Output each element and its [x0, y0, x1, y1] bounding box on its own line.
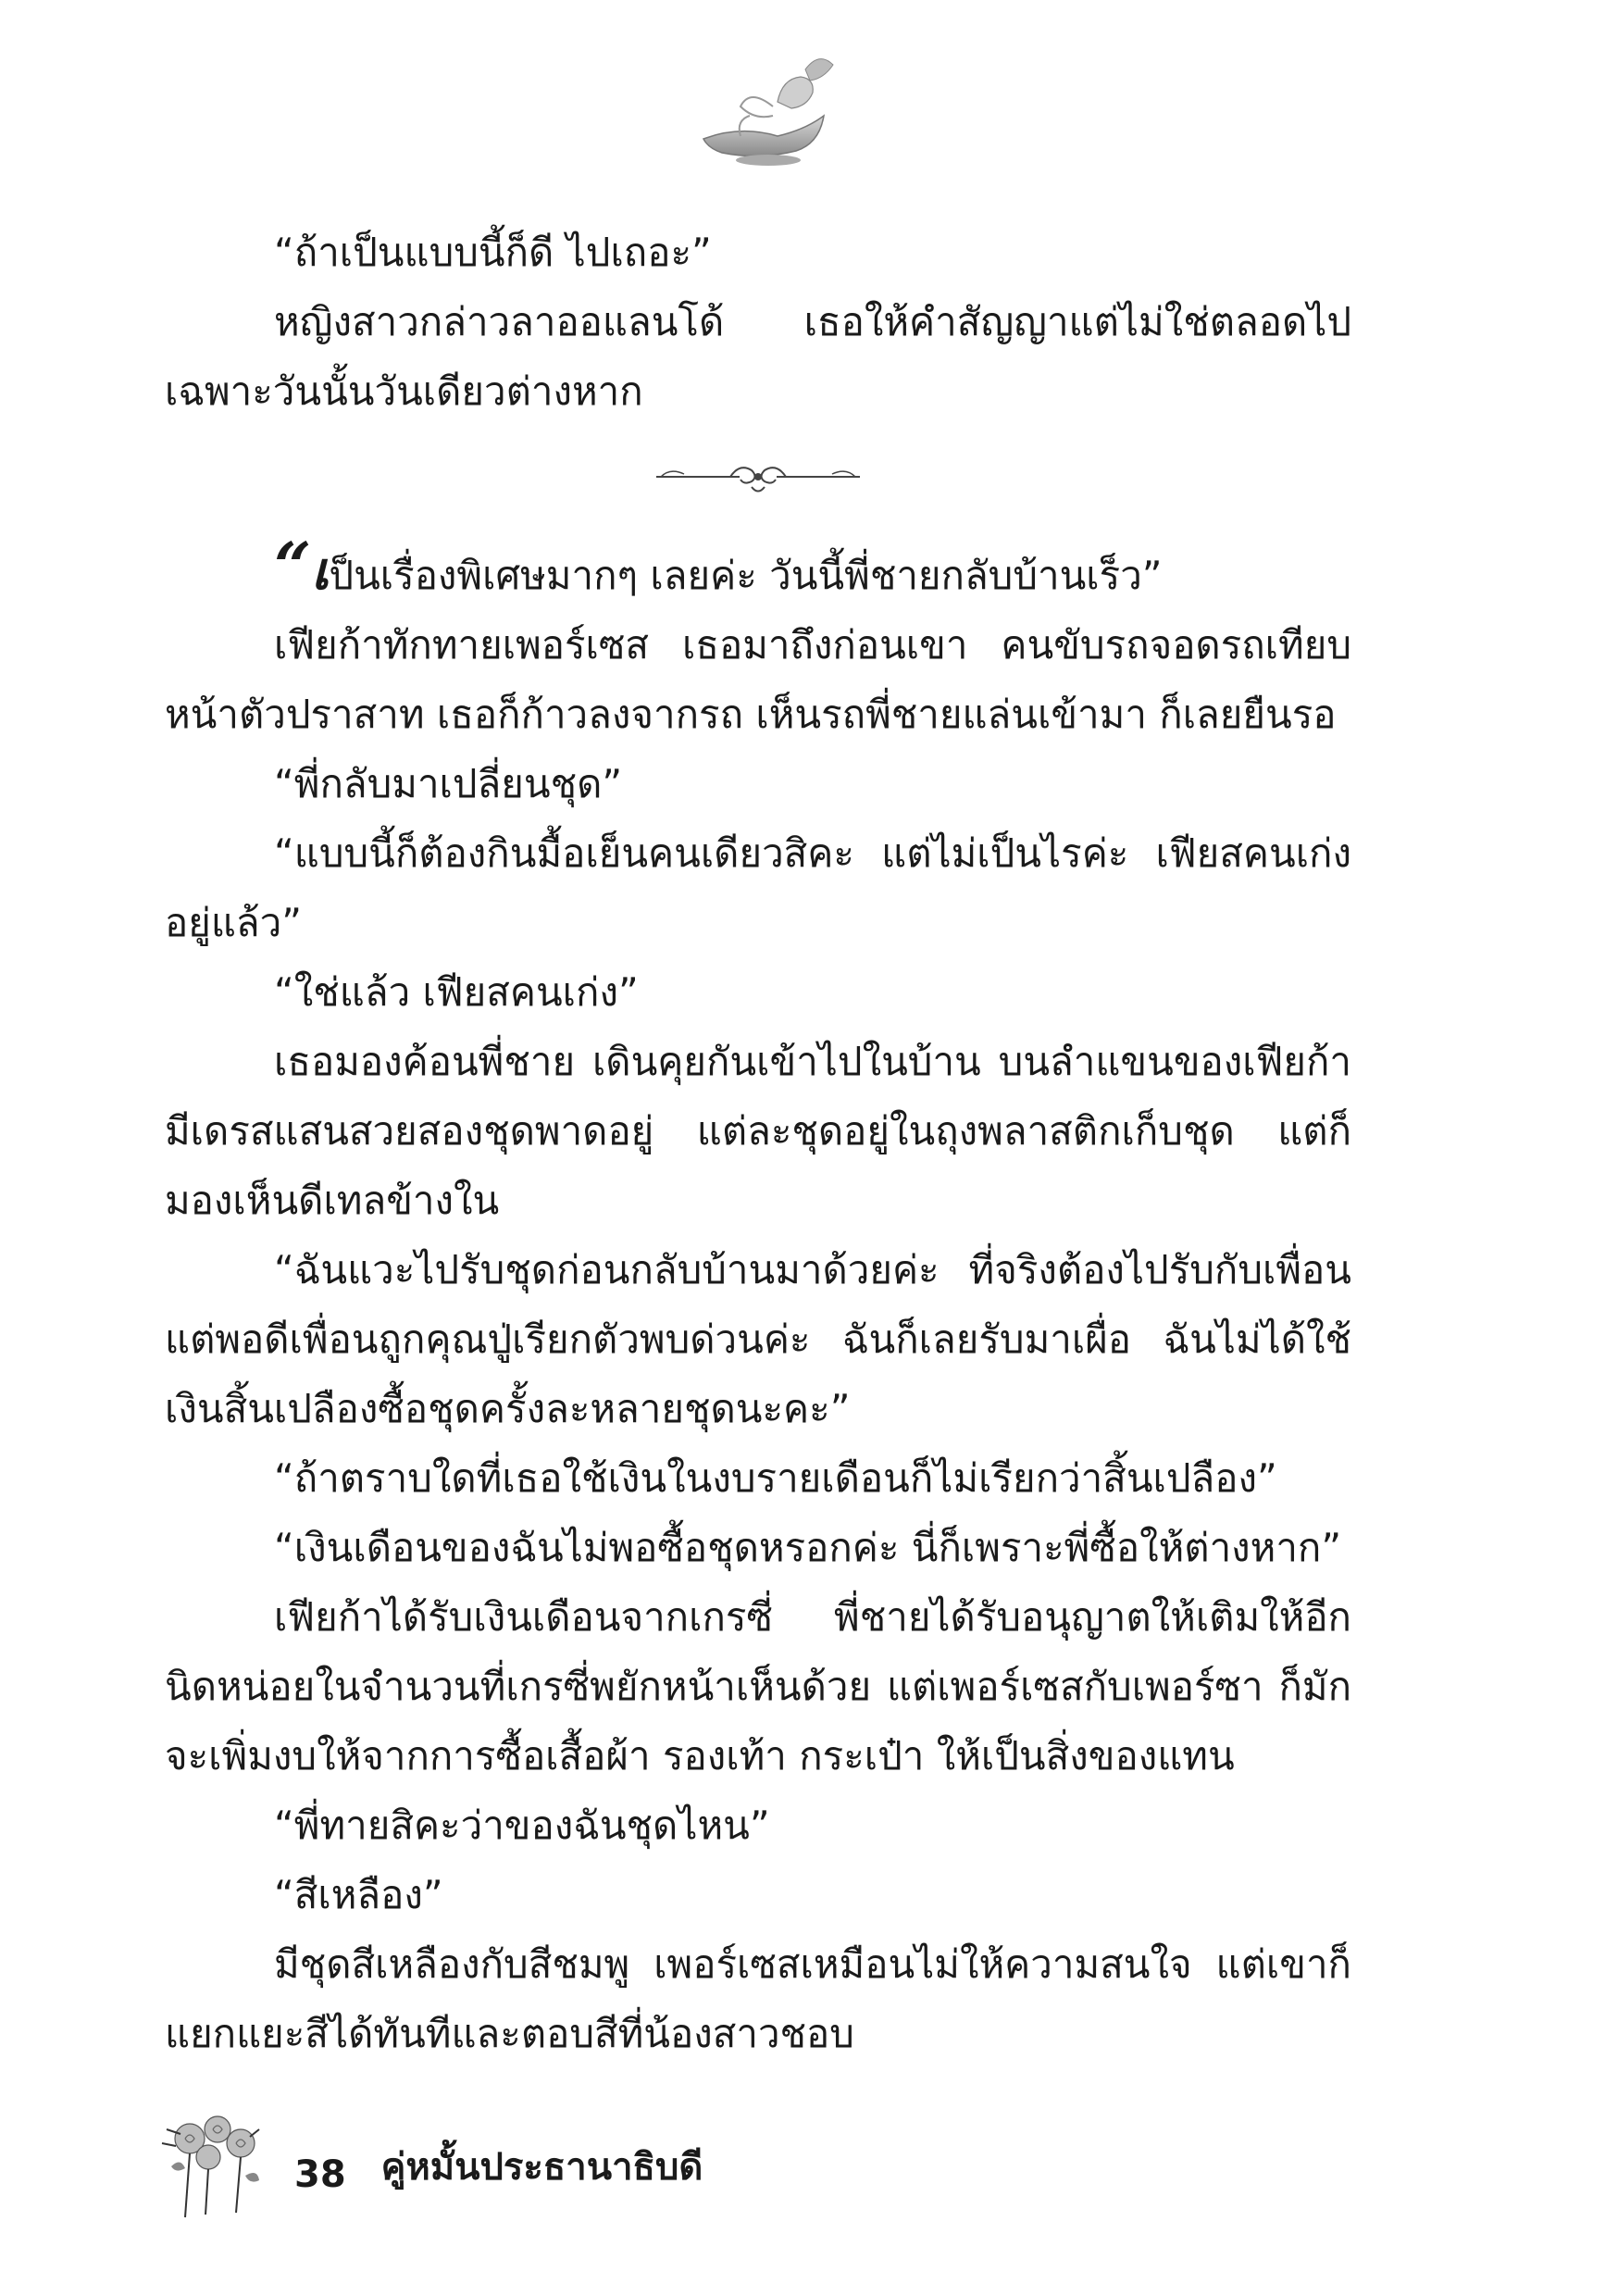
dropcap-letter: เ [311, 542, 330, 602]
dropcap-paragraph [165, 528, 1351, 610]
flourish-divider-icon [652, 454, 865, 500]
paragraph: “สีเหลือง” [274, 1872, 443, 1917]
paragraph: “แบบนี้ก็ต้องกินมื้อเย็นคนเดียวสิคะ แต่ไม่เป็นไรค่ะ เฟียสคนเก่งอยู่แล้ว” [165, 830, 1351, 945]
paragraph: หญิงสาวกล่าวลาออแลนโด้ เธอให้คำสัญญาแต่ไม่ใช่ตลอดไป เฉพาะวันนั้นวันเดียวต่างหาก [165, 299, 1351, 414]
genie-lamp-cupid-icon [685, 51, 842, 171]
dropcap-quote: “ [274, 528, 312, 605]
section-divider [165, 426, 1351, 528]
page-number: 38 [294, 2153, 346, 2196]
dropcap-rest: ป็นเรื่องพิเศษมากๆ เลยค่ะ วันนี้พี่ชายกลับบ้านเร็ว” [329, 553, 1163, 598]
paragraph: “พี่กลับมาเปลี่ยนชุด” [274, 761, 623, 806]
page-footer [148, 2102, 703, 2222]
paragraph: “เงินเดือนของฉันไม่พอซื้อชุดหรอกค่ะ นี่ก็เพราะพี่ซื้อให้ต่างหาก” [274, 1525, 1342, 1570]
paragraph: “พี่ทายสิคะว่าของฉันชุดไหน” [274, 1803, 770, 1848]
paragraph: เฟียก้าได้รับเงินเดือนจากเกรซี่ พี่ชายได้รับอนุญาตให้เติมให้อีกนิดหน่อยในจำนวนที่เกรซี่พยักหน้าเห็นด้วย แต่เพอร์เซสกับเพอร์ซา ก็มักจะเพิ่มงบให้จากการซื้อเสื้อผ้า รองเท้า กระเป๋า ให้เป็นสิ่งของแทน [165, 1594, 1351, 1778]
page-body [165, 218, 1351, 2068]
paragraph: “ใช่แล้ว เฟียสคนเก่ง” [274, 969, 639, 1015]
paragraph: มีชุดสีเหลืองกับสีชมพู เพอร์เซสเหมือนไม่ให้ความสนใจ แต่เขาก็แยกแยะสีได้ทันทีและตอบสีที่น้องสาวชอบ [165, 1941, 1351, 2056]
paragraph: เฟียก้าทักทายเพอร์เซส เธอมาถึงก่อนเขา คนขับรถจอดรถเทียบหน้าตัวปราสาท เธอก็ก้าวลงจากรถ เห็นรถพี่ชายแล่นเข้ามา ก็เลยยืนรอ [165, 622, 1351, 737]
paragraph: “ถ้าตราบใดที่เธอใช้เงินในงบรายเดือนก็ไม่เรียกว่าสิ้นเปลือง” [274, 1455, 1277, 1501]
paragraph: เธอมองค้อนพี่ชาย เดินคุยกันเข้าไปในบ้าน บนลำแขนของเฟียก้ามีเดรสแสนสวยสองชุดพาดอยู่ แต่ละชุดอยู่ในถุงพลาสติกเก็บชุด แต่ก็มองเห็นดีเทลข้างใน [165, 1039, 1351, 1223]
paragraph: “ฉันแวะไปรับชุดก่อนกลับบ้านมาด้วยค่ะ ที่จริงต้องไปรับกับเพื่อนแต่พอดีเพื่อนถูกคุณปู่เรียกตัวพบด่วนค่ะ ฉันก็เลยรับมาเผื่อ ฉันไม่ได้ใช้เงินสิ้นเปลืองซื้อชุดครั้งละหลายชุดนะคะ” [165, 1247, 1351, 1431]
book-title: คู่หมั้นประธานาธิบดี [380, 2146, 703, 2189]
rose-bouquet-icon [148, 2102, 278, 2222]
paragraph: “ถ้าเป็นแบบนี้ก็ดี ไปเถอะ” [274, 230, 712, 275]
